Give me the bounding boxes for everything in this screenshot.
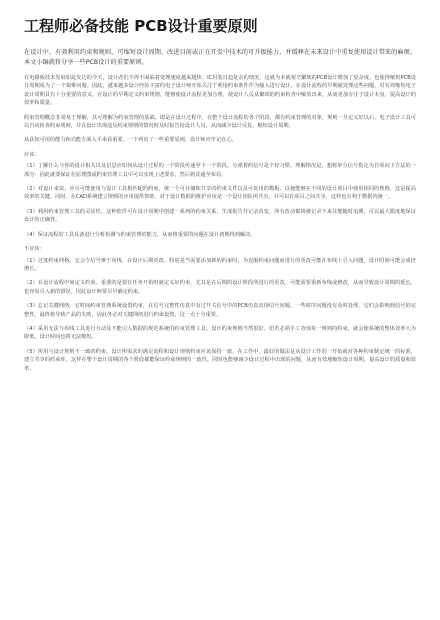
body-paragraph: 在电路板技术发展如此发达的今天，设计者们不得不面临着处理速度越来越快、IC封装日趋复杂的情况，这就为本就艰辛繁琐的PCB设计增加了复杂度，也使得缩短PCB设计周期成为了一个艰难问题。因此，越来越多设计经验丰富的电子设计师开始关注于利用约束条件作为输入进行设计，在设计流程的早期就处理这些问题，对有效缩短电子设计周期具有十分重要的意义，在设计的早期定义约束规则，能够使设计流程更加合理，使设计人员从繁琐的约束检查中解放出来，从而更加专注于设计本身，提高设计的效率和质量。 <box>24 75 416 107</box>
should-label: 应该： <box>24 151 40 158</box>
body-paragraph: 约束管理概念非常易于理解，其可理解为约束管理的基础，即是在设计过程中，在整个设计流程的各个阶段，都有约束管理的对象，规则一旦定义好以后，电子设计工具可以自动检查约束规则，并在设计出现违反约束规则的情况时及时报告给设计人员，从而减少设计反复，缩短设计周期。 <box>24 114 416 130</box>
body-paragraph: 从获知可用的能力和功能方面入手来看重要，一下列出了一些重要原则，设计师应牢记在心。 <box>24 137 237 144</box>
shouldnot-label: 不应该： <box>24 246 45 253</box>
shouldnot-item: （3）忘记关键网络。它时间约束管理系统设置约束，在信号完整性仿真中有过开关信号中的PCB仿真出现信号问题，一些时序问题没有及时处理，它们会影响到信号的完整性，最终将导致产品的失败，因此务必对关键网络进行约束设置，这一点十分重要。 <box>24 303 416 318</box>
should-item: （2）对设计来说，应尽可能使用与设计工具相匹配的约束，统一个可存储和共享的约束文件以及可复用的模板，以便能够在不同的设计项目中使用相同的规则，这是提高效率的关键。同时，在CAD系统建立规则的应用提供帮助，对于设计数据的维护应该是一个设计团队所共有，并可以在项目之间共享，这样也有利于数据的统一。 <box>24 186 416 201</box>
should-item: （4）保证流程的工具具备进行分析检测与约束管理的能力，从而将重要的问题在设计初期得到解决。 <box>24 231 256 238</box>
intro-paragraph: 在设计中，有效利用约束和规则，可缩短设计周期、改进目前或正在开发中技术的可升级能力，并缓释在未来设计中重复使用设计带来的麻烦。本文小编就将分享一些PCB设计的重要原则。 <box>24 49 416 66</box>
should-item: （3）利用约束管理工具的灵活性。这种软件可在设计周期中创建一系列的约束关系，生成报告并记录改变。所有改动都将被记录下来并能随时追溯，可以最大限度地保证设计的正确性。 <box>24 208 416 224</box>
shouldnot-item: （1）过度约束网格。它会令信号难于布线，在设计后期更改、特别是当需要添加新的约束时，为克服约束问题而进行的更改可能在布线上引入问题，设计时间可能会成倍增长。 <box>24 257 416 272</box>
page-title: 工程师必备技能 PCB设计重要原则 <box>24 17 258 35</box>
shouldnot-item: （2）在设计流程中间定义约束。重要的是要在任务开始时就定义好约束，尤其是在后期的设计阶段所进行的更改，可能需要重新布线或修改，从而导致设计周期的延长，也容易引入新的错误，因此设计师要尽早确定约束。 <box>24 280 416 295</box>
shouldnot-item: （4）采用无法与布线工具进行互动及不能引入数据的规范系统的约束管理工具。设计约束规则当然很好，但若必须手工查询每一规则的约束，就会使系统的整体效率大为降低，设计时间也将无法缩短。 <box>24 325 416 341</box>
should-item: （1）了解什么与你的设计相关以及信息应如何从设计过程的一个阶段传递至下一个阶段。分派着约信号是个好习惯。理解情况是，想将单分信号指定为自项向下方法的一部分：因此就要保证在原理图或约束管理工具中可以实现上述要求，然后将其通至布局。 <box>24 163 416 178</box>
shouldnot-item: （5）所用与设计规则不一致的约束。设计所需求的满足流程和设计规则约束应该保持一致，在工作中，最好的做法是从设计工作的一开始就对各种约束制定统一的标准，建立共享的约束库，这样在整个设计周期的各个阶段都能保证约束规则的一致性，同时也能够减少设计过程中出现的问题，从而有效地缩短设计周期，提高设计的质量和效率。 <box>24 348 416 372</box>
